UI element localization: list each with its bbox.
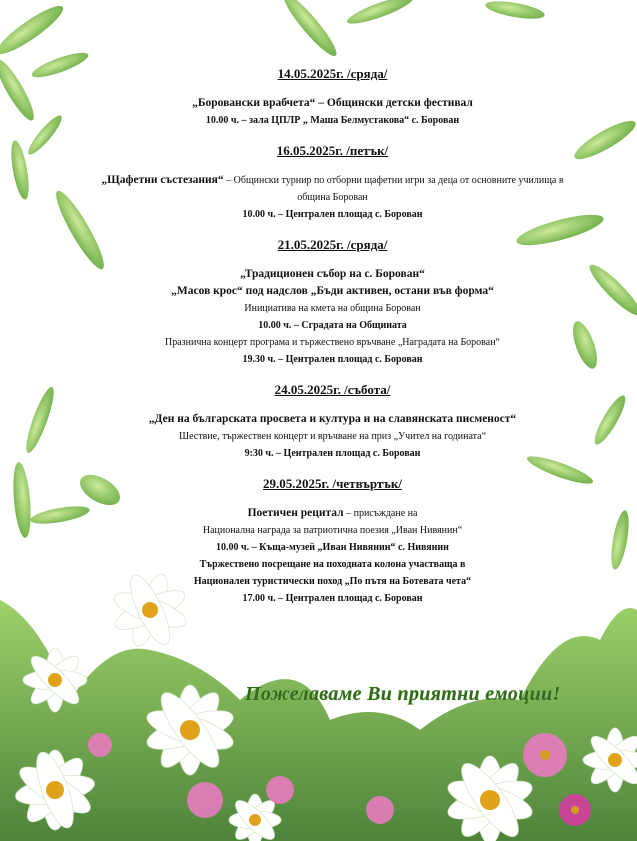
event-day [60,382,605,476]
event-description: – Общински турнир по отборни щафетни игри за деца от основните училища в [223,175,564,186]
event-date: 29.05.2025г. /четвъртък/ [263,476,402,491]
event-line: 10.00 ч. – зала ЦПЛР „ Маша Белмустакова“ с. Борован [205,115,460,126]
event-line: 17.00 ч. – Централен площад с. Борован [242,593,423,604]
event-line [60,505,605,522]
event-date: 21.05.2025г. /сряда/ [277,237,388,252]
event-line: „Ден на българската просвета и култура и на славянската писменост“ [148,413,517,425]
event-day [60,237,605,382]
event-line: Празнична концерт програма и тържествено връчване „Наградата на Борован“ [165,337,500,348]
event-line: 10.00 ч. – Къща-музей „Иван Нивянин“ с. Нивянин [216,542,449,553]
event-date: 24.05.2025г. /събота/ [274,382,391,397]
event-line: „Боровански врабчета“ – Общински детски фестивал [192,97,473,109]
section-spacer [60,223,605,237]
event-line: община Борован [297,192,368,203]
event-line: Национална награда за патриотична поезия „Иван Нивянин“ [202,525,463,536]
event-line: Шествие, тържествен концерт и връчване на приз „Учител на годината“ [178,431,487,442]
event-line: Тържествено посрещане на походната колона участваща в [199,559,466,570]
event-date: 14.05.2025г. /сряда/ [277,66,388,81]
event-line: „Масов крос“ под надслов „Бъди активен, остани във форма“ [171,285,494,297]
section-spacer [60,462,605,476]
event-title: Поетичен рецитал [247,507,344,519]
greeting-text: Пожелаваме Ви приятни емоции! [245,683,561,705]
event-day [60,143,605,237]
event-line: „Традиционен събор на с. Борован“ [240,268,425,280]
event-line: 10.00 ч. – Сградата на Общината [258,320,407,331]
event-line: Инициатива на кмета на община Борован [244,303,421,314]
event-line: 9:30 ч. – Централен площад с. Борован [244,448,421,459]
event-title: „Щафетни състезания“ [101,174,224,186]
grass-bottom [0,600,637,841]
event-day [60,476,605,607]
section-spacer [60,129,605,143]
event-program [60,66,605,607]
event-day [60,66,605,143]
event-line: Национален туристически поход „По пътя на Ботевата чета“ [193,576,472,587]
event-line: 10.00 ч. – Централен площад с. Борован [242,209,423,220]
event-date: 16.05.2025г. /петък/ [276,143,389,158]
event-description: – присъждане на [343,508,418,519]
section-spacer [60,368,605,382]
event-line: 19.30 ч. – Централен площад с. Борован [242,354,423,365]
event-line [60,172,605,189]
